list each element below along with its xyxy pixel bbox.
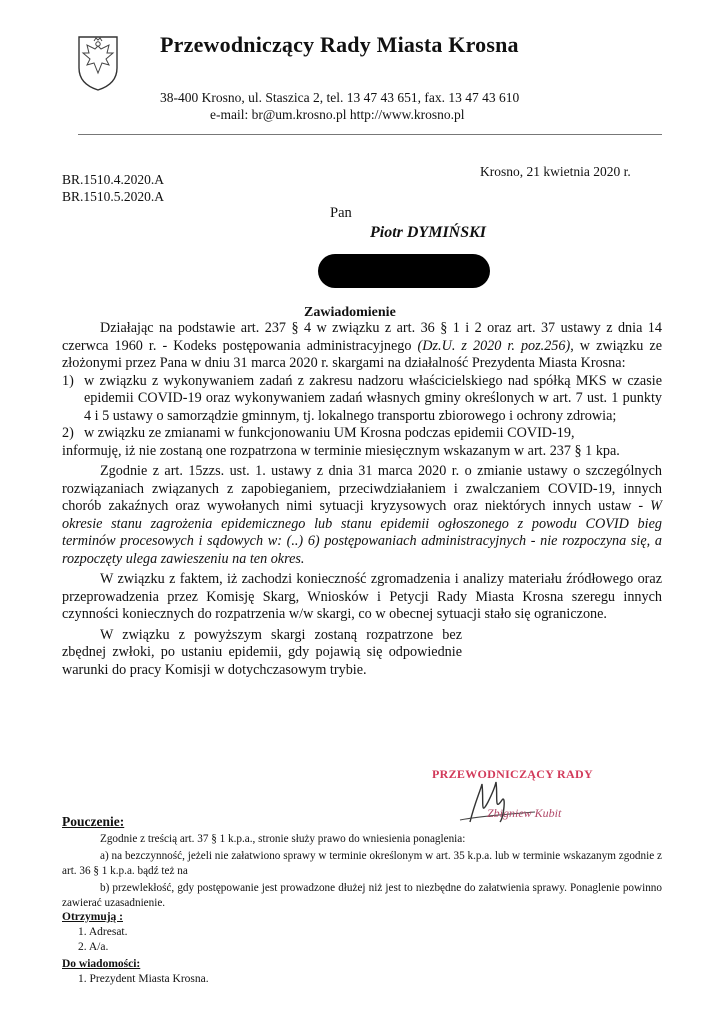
list-item bbox=[62, 373, 662, 426]
intro-citation: (Dz.U. z 2020 r. poz.256) bbox=[417, 337, 571, 354]
reference-number: BR.1510.5.2020.A bbox=[62, 189, 165, 204]
stamp-title: PRZEWODNICZĄCY RADY bbox=[432, 767, 593, 781]
redaction-block bbox=[318, 254, 490, 288]
list-item-number: 2) bbox=[62, 425, 74, 441]
legal-basis-text: Zgodnie z art. 15zzs. ust. 1. ustawy z dnia 31 marca 2020 r. o zmianie ustawy o szczególnych rozwiązaniach związanych z zapobieganiem, przeciwdziałaniem i zwalczaniem COVID-19, innych chorób zakaźnych oraz wywołanych nimi sytuacji kryzysowych oraz niektórych innych ustaw - bbox=[62, 463, 662, 514]
list-item-text: w związku z wykonywaniem zadań z zakresu nadzoru właścicielskiego nad spółką MKS w czasie epidemii COVID-19 oraz wykonywaniem zadań własnych gminy określonych w art. 7 ust. 1 punkty 4 i 5 ustawy o samorządzie gminnym, tj. lokalnego transportu zbiorowego i ochrony zdrowia; bbox=[84, 372, 662, 424]
cc-item: 1. Prezydent Miasta Krosna. bbox=[78, 973, 209, 985]
recipient-item: 1. Adresat. bbox=[78, 926, 128, 938]
legal-basis-paragraph bbox=[62, 463, 662, 568]
reason-paragraph: W związku z faktem, iż zachodzi konieczność zgromadzenia i analizy materiału źródłowego oraz przeprowadzenia przez Komisję Skarg, Wniosków i Petycji Rady Miasta Krosna szeregu innych czynności koniecznych do rozpatrzenia w/w skargi, co w obecnej sytuacji stało się ograniczone. bbox=[62, 571, 662, 622]
conclusion-paragraph: W związku z powyższym skargi zostaną rozpatrzone bez zbędnej zwłoki, po ustaniu epidemii, gdy pojawią się odpowiednie warunki do pracy Komisji w dotychczasowym trybie. bbox=[62, 626, 462, 678]
letterhead-contact: e-mail: br@um.krosno.pl http://www.krosno.pl bbox=[210, 107, 465, 122]
recipients-heading: Otrzymują : bbox=[62, 911, 123, 923]
recipient-name: Piotr DYMIŃSKI bbox=[370, 224, 487, 241]
list-item bbox=[62, 425, 662, 443]
letter-date: Krosno, 21 kwietnia 2020 r. bbox=[480, 164, 631, 179]
list-item-number: 1) bbox=[62, 372, 74, 389]
reference-number: BR.1510.4.2020.A bbox=[62, 172, 165, 187]
intro-paragraph bbox=[62, 320, 662, 373]
stamp-name: Zbigniew Kubit bbox=[487, 806, 562, 820]
list-item-text: w związku ze zmianami w funkcjonowaniu UM Krosna podczas epidemii COVID-19, bbox=[84, 425, 575, 441]
recipient-salutation: Pan bbox=[330, 205, 352, 221]
instruction-intro: Zgodnie z treścią art. 37 § 1 k.p.a., stronie służy prawo do wniesienia ponaglenia: bbox=[100, 833, 466, 845]
recipient-item: 2. A/a. bbox=[78, 941, 109, 953]
instruction-item-b: b) przewlekłość, gdy postępowanie jest prowadzone dłużej niż jest to niezbędne do załatwienia sprawy. Ponaglenie powinno zawierać uzasadnienie. bbox=[62, 882, 662, 909]
letterhead-title: Przewodniczący Rady Miasta Krosna bbox=[160, 32, 519, 57]
intro-text-cont: , w związku ze złożonymi przez Pana w dniu 31 marca 2020 r. skargami na działalność Prezydenta Miasta Krosna: bbox=[62, 337, 662, 371]
krosno-coat-of-arms-icon bbox=[76, 34, 120, 92]
legal-basis-quote: W okresie stanu zagrożenia epidemicznego lub stanu epidemii ogłoszonego z powodu COVID bieg terminów procesowych i sądowych w: (..) 6) postępowaniach administracyjnych - nie rozpoczyna się, a rozpoczęty ulega zawieszeniu na ten okres. bbox=[62, 498, 662, 567]
letterhead-divider bbox=[78, 134, 662, 135]
cc-heading: Do wiadomości: bbox=[62, 958, 141, 970]
letterhead-address: 38-400 Krosno, ul. Staszica 2, tel. 13 47 43 651, fax. 13 47 43 610 bbox=[160, 90, 520, 105]
instruction-block bbox=[62, 832, 662, 911]
inform-paragraph: informuję, iż nie zostaną one rozpatrzona w terminie miesięcznym wskazanym w art. 237 § 1 kpa. bbox=[62, 442, 620, 459]
letter-body bbox=[62, 320, 662, 679]
intro-text: Działając na podstawie art. 237 § 4 w związku z art. 36 § 1 i 2 oraz art. 37 ustawy z dnia 14 czerwca 1960 r. - Kodeks postępowania administracyjnego bbox=[62, 320, 662, 354]
instruction-item-a: a) na bezczynność, jeżeli nie załatwiono sprawy w terminie określonym w art. 35 k.p.a. lub w terminie wskazanym zgodnie z art. 36 § 1 k.p.a. bądź też na bbox=[62, 850, 662, 877]
instruction-heading: Pouczenie: bbox=[62, 814, 125, 829]
handwritten-signature bbox=[440, 772, 540, 832]
recipients-block bbox=[62, 910, 662, 987]
document-heading: Zawiadomienie bbox=[304, 305, 396, 320]
